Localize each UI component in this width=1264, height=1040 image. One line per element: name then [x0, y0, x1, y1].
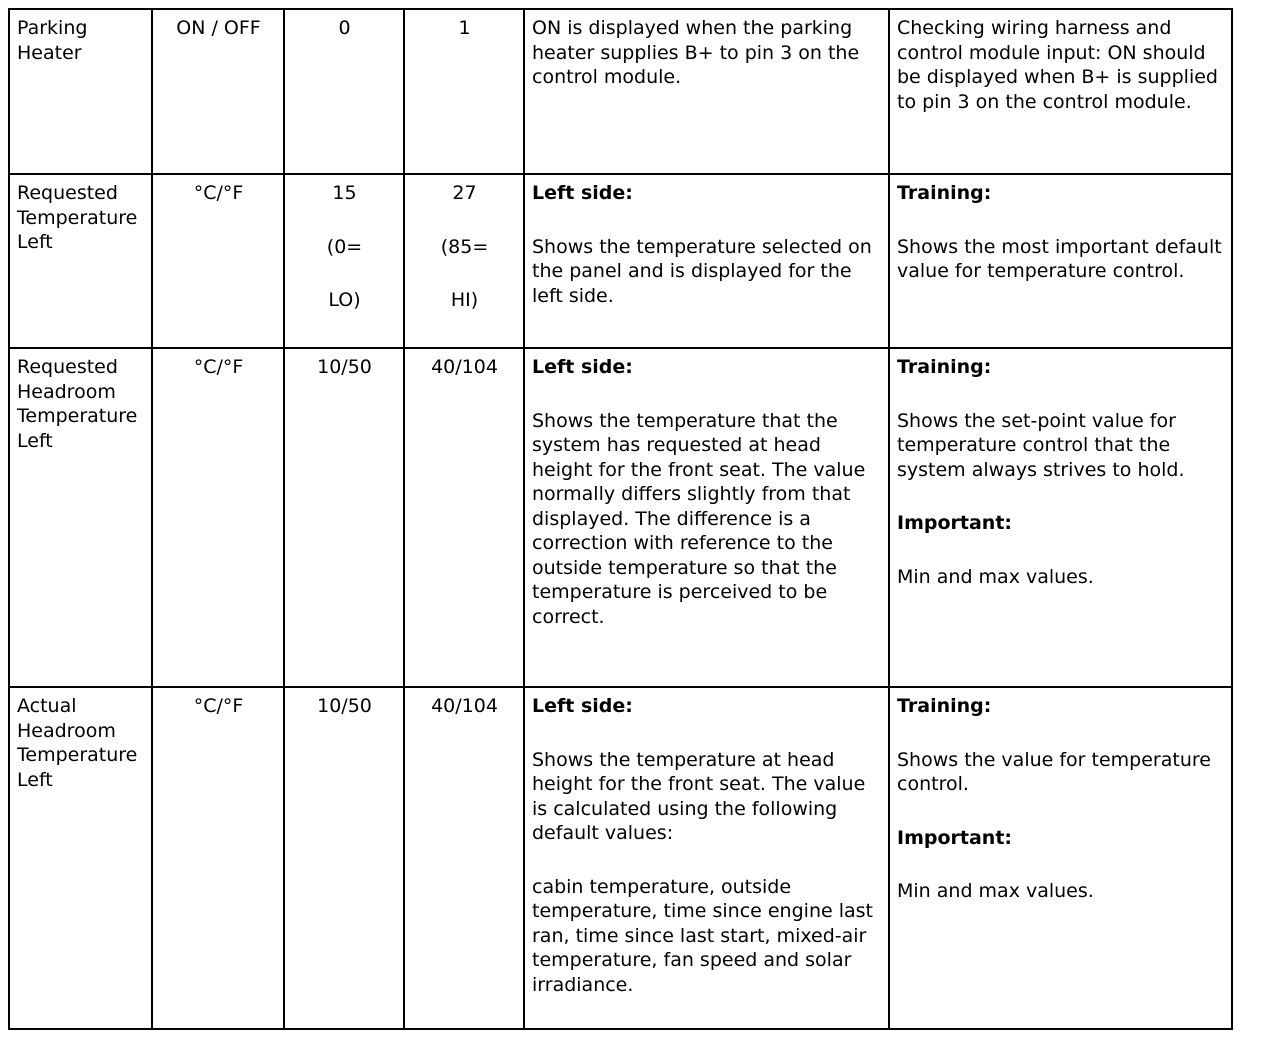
min-value [284, 174, 404, 348]
parameter-unit [152, 348, 284, 687]
notes-heading: Training: [897, 695, 992, 717]
parameter-table [8, 8, 1233, 1030]
notes-cell [889, 9, 1232, 174]
notes-text: Shows the set-point value for temperature control that the system always strives to hold. [897, 409, 1185, 481]
notes-important-text: Min and max values. [897, 565, 1094, 588]
min-value-note: LO) [328, 289, 361, 311]
notes-cell [889, 687, 1232, 1029]
description-text-continued: cabin temperature, outside temperature, time since engine last ran, time since last start, mixed-air temperature, fan speed and solar irradiance. [532, 875, 873, 996]
min-value-text: 0 [338, 17, 351, 39]
max-value [404, 687, 524, 1029]
notes-text: Checking wiring harness and control module input: ON should be displayed when B+ is supplied to pin 3 on the control module. [897, 17, 1218, 113]
max-value-text: 40/104 [431, 356, 498, 378]
max-value-note: HI) [450, 289, 479, 311]
description-text: Shows the temperature at head height for the front seat. The value is calculated using the following default values: [532, 748, 866, 844]
table-row [9, 9, 1232, 174]
min-value [284, 348, 404, 687]
min-value [284, 687, 404, 1029]
description-heading: Left side: [532, 356, 633, 378]
description-cell [524, 9, 889, 174]
notes-text: Shows the most important default value for temperature control. [897, 235, 1222, 282]
notes-important-heading: Important: [897, 826, 1013, 849]
max-value-note: (85= [440, 235, 489, 258]
unit-text: °C/°F [193, 182, 244, 204]
notes-cell [889, 348, 1232, 687]
description-heading: Left side: [532, 695, 633, 717]
parameter-unit [152, 9, 284, 174]
table-row [9, 687, 1232, 1029]
parameter-name-text: Requested Temperature Left [17, 182, 138, 253]
description-cell [524, 687, 889, 1029]
unit-text: °C/°F [193, 356, 244, 378]
min-value-text: 10/50 [317, 695, 372, 717]
notes-important-heading: Important: [897, 512, 1013, 534]
notes-cell [889, 174, 1232, 348]
description-text: Shows the temperature selected on the panel and is displayed for the left side. [532, 235, 872, 307]
parameter-name [9, 687, 152, 1029]
description-text: Shows the temperature that the system has requested at head height for the front seat. The value normally differs slightly from that displayed. The difference is a correction with reference to the outside temperature so that the temperature is perceived to be correct. [532, 409, 866, 628]
description-cell [524, 348, 889, 687]
max-value-text: 40/104 [431, 695, 498, 717]
description-heading: Left side: [532, 182, 633, 204]
parameter-name [9, 174, 152, 348]
notes-important-text: Min and max values. [897, 880, 1094, 902]
table-row [9, 174, 1232, 348]
min-value-note: (0= [326, 235, 363, 258]
parameter-name-text: Actual Headroom Temperature Left [17, 695, 138, 791]
parameter-name-text: Parking Heater [17, 17, 88, 64]
unit-text: ON / OFF [176, 17, 261, 39]
unit-text: °C/°F [193, 695, 244, 717]
min-value-text: 15 [332, 182, 357, 204]
max-value [404, 348, 524, 687]
parameter-name-text: Requested Headroom Temperature Left [17, 356, 138, 452]
max-value [404, 9, 524, 174]
max-value-text: 1 [458, 17, 471, 39]
parameter-name [9, 348, 152, 687]
notes-heading: Training: [897, 182, 992, 204]
notes-heading: Training: [897, 356, 992, 378]
min-value-text: 10/50 [317, 356, 372, 378]
parameter-unit [152, 687, 284, 1029]
max-value [404, 174, 524, 348]
min-value [284, 9, 404, 174]
notes-text: Shows the value for temperature control. [897, 748, 1211, 795]
table-row [9, 348, 1232, 687]
description-text: ON is displayed when the parking heater supplies B+ to pin 3 on the control module. [532, 17, 860, 88]
max-value-text: 27 [452, 182, 477, 204]
parameter-name [9, 9, 152, 174]
description-cell [524, 174, 889, 348]
parameter-unit [152, 174, 284, 348]
